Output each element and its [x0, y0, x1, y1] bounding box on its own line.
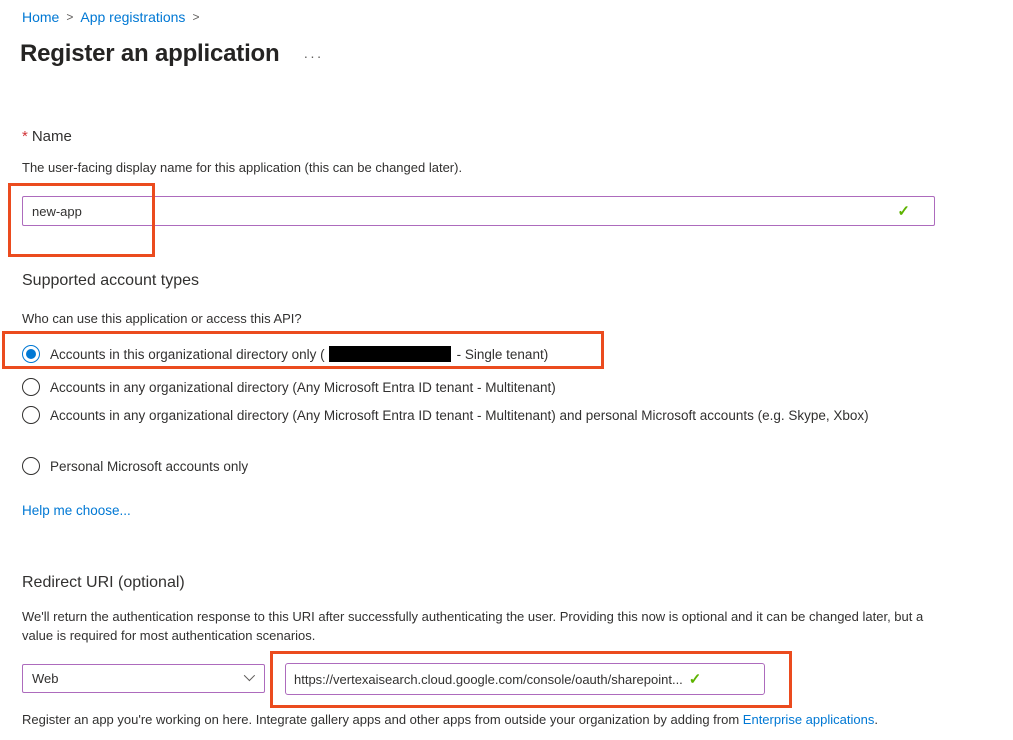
radio-multitenant-personal-label: Accounts in any organizational directory (Any Microsoft Entra ID tenant - Multitenant) and personal Microsoft accounts (e.g. Skype, Xbox): [50, 408, 869, 423]
required-asterisk: *: [22, 128, 28, 145]
help-me-choose-link[interactable]: Help me choose...: [22, 503, 131, 518]
account-types-question: Who can use this application or access this API?: [22, 311, 302, 326]
title-row: [20, 40, 323, 68]
supported-account-types-heading: Supported account types: [22, 272, 200, 289]
redirect-uri-input-container: [285, 663, 765, 695]
radio-multitenant-personal[interactable]: [22, 405, 869, 426]
redirect-uri-input[interactable]: https://vertexaisearch.cloud.google.com/console/oauth/sharepoint...: [294, 671, 683, 687]
chevron-down-icon: [244, 670, 255, 681]
more-options-icon[interactable]: ···: [303, 48, 324, 64]
breadcrumb: [22, 9, 199, 25]
radio-personal-only[interactable]: [22, 456, 248, 477]
breadcrumb-separator-icon: >: [66, 10, 74, 24]
redacted-tenant-name: [329, 346, 451, 362]
footer-note: Register an app you're working on here. Integrate gallery apps and other apps from outside your organization by adding from Enterprise applications.: [22, 712, 878, 727]
app-name-input[interactable]: [32, 204, 897, 219]
radio-unselected-icon[interactable]: [22, 406, 40, 424]
radio-selected-icon[interactable]: [22, 345, 40, 363]
platform-select-value: Web: [32, 671, 59, 686]
valid-check-icon: ✓: [897, 203, 910, 220]
radio-single-tenant[interactable]: [22, 344, 548, 365]
page-title: Register an application: [20, 40, 280, 67]
redirect-uri-description: We'll return the authentication response to this URI after successfully authenticating the user. Providing this now is optional and it can be changed later, but a value is required for most authentication scenarios.: [22, 609, 924, 643]
radio-unselected-icon[interactable]: [22, 378, 40, 396]
radio-personal-only-label: Personal Microsoft accounts only: [50, 459, 249, 474]
breadcrumb-separator-icon: >: [192, 10, 200, 24]
radio-multitenant-label: Accounts in any organizational directory (Any Microsoft Entra ID tenant - Multitenant): [50, 380, 556, 395]
name-input-container: [22, 196, 935, 226]
breadcrumb-app-registrations-link[interactable]: App registrations: [80, 9, 186, 25]
redirect-uri-heading: Redirect URI (optional): [22, 574, 185, 591]
radio-single-tenant-label: Accounts in this organizational directory only ( - Single tenant): [50, 347, 549, 362]
name-field-description: The user-facing display name for this application (this can be changed later).: [22, 160, 463, 175]
radio-unselected-icon[interactable]: [22, 457, 40, 475]
platform-select[interactable]: [22, 664, 265, 693]
breadcrumb-home-link[interactable]: Home: [22, 9, 60, 25]
name-field-label: [22, 128, 72, 145]
enterprise-applications-link[interactable]: Enterprise applications: [742, 712, 875, 727]
valid-check-icon: ✓: [688, 671, 702, 688]
name-label-text: Name: [31, 128, 72, 145]
radio-multitenant[interactable]: [22, 377, 556, 398]
